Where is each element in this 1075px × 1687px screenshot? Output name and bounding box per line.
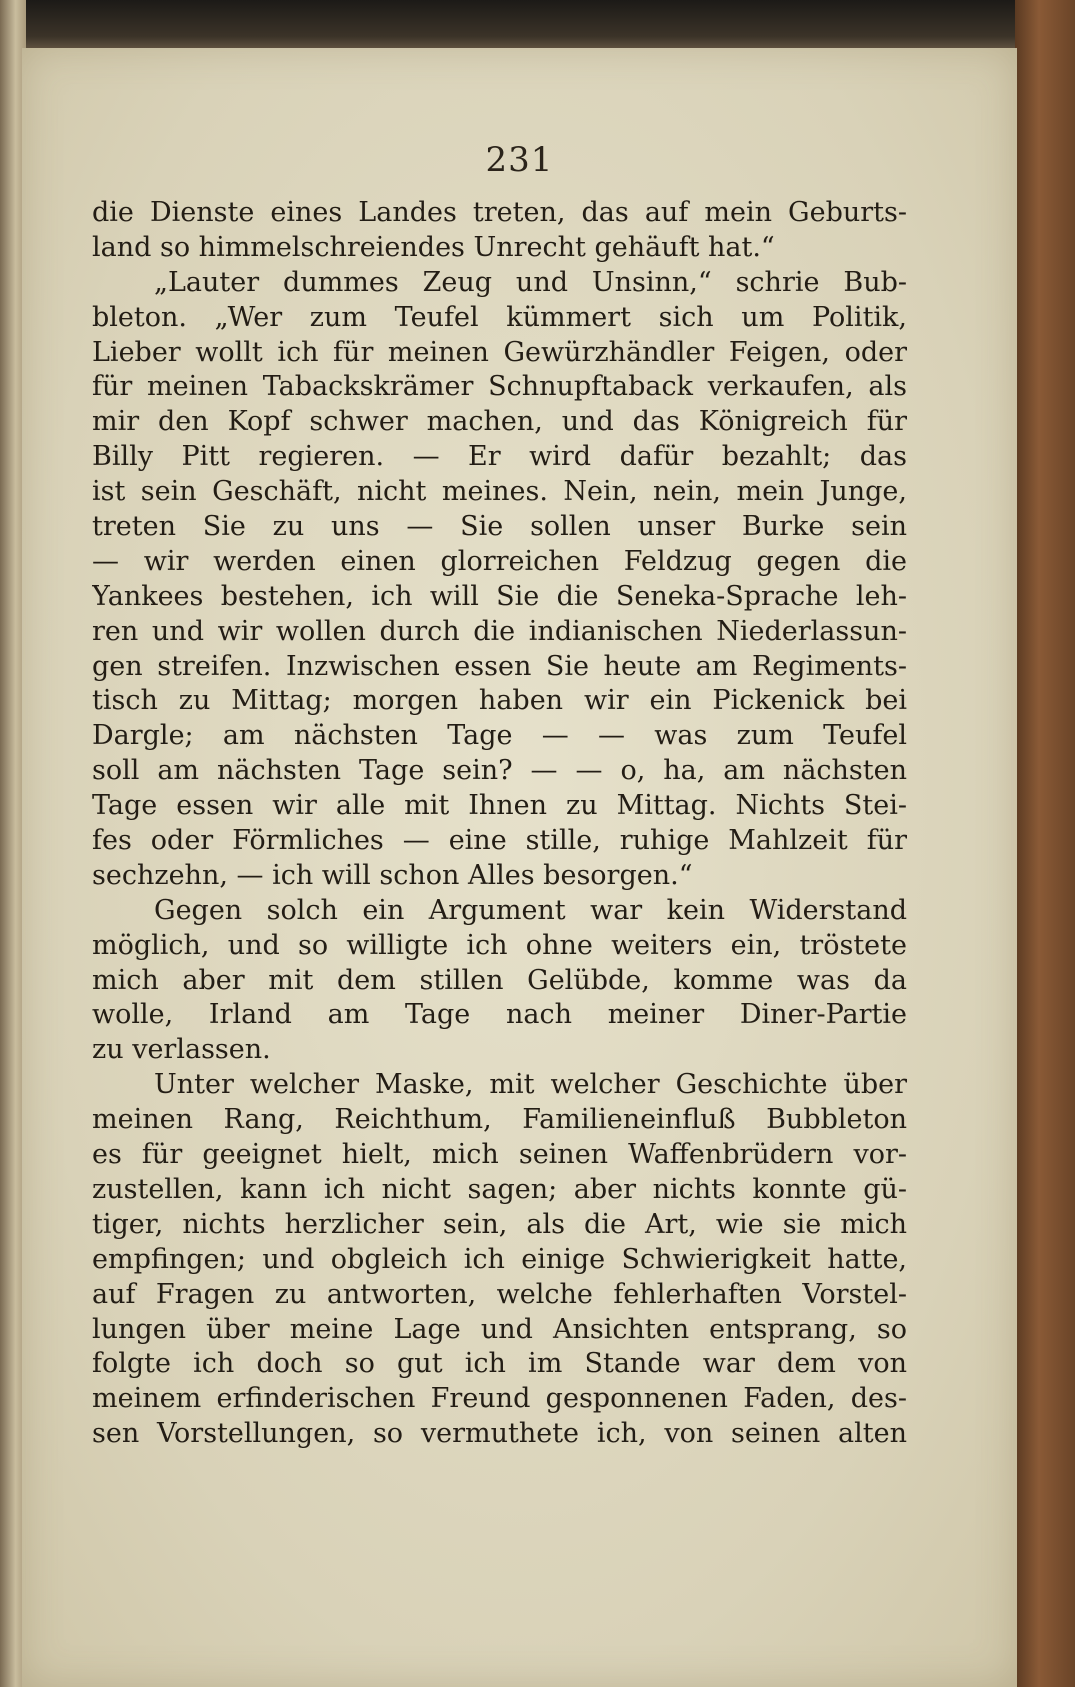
text-line: zustellen, kann ich nicht sagen; aber nichts konnte gü- — [92, 1173, 907, 1205]
text-line: folgte ich doch so gut ich im Stande war dem von — [92, 1348, 907, 1380]
text-line: gen streifen. Inzwischen essen Sie heute am Regiments- — [92, 650, 907, 682]
text-line: Tage essen wir alle mit Ihnen zu Mittag. Nichts Stei- — [92, 790, 907, 822]
text-line: auf Fragen zu antworten, welche fehlerhaften Vorstel- — [92, 1278, 907, 1310]
text-line: ren und wir wollen durch die indianischen Niederlassun- — [92, 615, 907, 647]
text-line: bleton. „Wer zum Teufel kümmert sich um Politik, — [92, 301, 907, 333]
text-line: empfingen; und obgleich ich einige Schwierigkeit hatte, — [92, 1243, 907, 1275]
top-edge — [0, 0, 1075, 52]
text-line: tisch zu Mittag; morgen haben wir ein Pickenick bei — [92, 685, 907, 717]
text-line: mir den Kopf schwer machen, und das Königreich für — [92, 406, 907, 438]
text-line: sen Vorstellungen, so vermuthete ich, von seinen alten — [92, 1418, 907, 1450]
text-line: ist sein Geschäft, nicht meines. Nein, nein, mein Junge, — [92, 476, 907, 508]
text-line: Lieber wollt ich für meinen Gewürzhändler Feigen, oder — [92, 336, 907, 368]
text-line: möglich, und so willigte ich ohne weiters ein, tröstete — [92, 929, 907, 961]
text-line: tiger, nichts herzlicher sein, als die Art, wie sie mich — [92, 1208, 907, 1240]
text-line: die Dienste eines Landes treten, das auf mein Geburts- — [92, 197, 907, 228]
text-line: Gegen solch ein Argument war kein Widerstand — [154, 894, 907, 926]
text-line: „Lauter dummes Zeug und Unsinn,“ schrie Bub- — [154, 266, 907, 298]
text-line: wolle, Irland am Tage nach meiner Diner-Partie — [92, 999, 907, 1031]
text-line: für meinen Tabackskrämer Schnupftaback verkaufen, als — [92, 371, 907, 403]
text-line: fes oder Förmliches — eine stille, ruhige Mahlzeit für — [92, 825, 907, 857]
book-cover-edge — [1015, 0, 1075, 1687]
text-line: Billy Pitt regieren. — Er wird dafür bezahlt; das — [92, 441, 907, 473]
text-line: mich aber mit dem stillen Gelübde, komme was da — [92, 964, 907, 996]
text-line: treten Sie zu uns — Sie sollen unser Burke sein — [92, 511, 907, 543]
text-line: Unter welcher Maske, mit welcher Geschichte über — [154, 1069, 907, 1101]
page-number: 231 — [485, 140, 554, 180]
text-line: — wir werden einen glorreichen Feldzug gegen die — [92, 545, 907, 577]
body-text — [92, 196, 907, 1452]
text-line: meinen Rang, Reichthum, Familieneinfluß Bubbleton — [92, 1104, 907, 1136]
text-line: Dargle; am nächsten Tage — — was zum Teufel — [92, 720, 907, 752]
text-line: soll am nächsten Tage sein? — — o, ha, am nächsten — [92, 755, 907, 787]
text-line: Yankees bestehen, ich will Sie die Seneka-Sprache leh- — [92, 580, 907, 612]
text-line: land so himmelschreiendes Unrecht gehäuft hat.“ — [92, 231, 775, 263]
text-line: es für geeignet hielt, mich seinen Waffenbrüdern vor- — [92, 1139, 907, 1171]
text-line: zu verlassen. — [92, 1034, 271, 1066]
book-page — [22, 48, 1017, 1687]
text-line: lungen über meine Lage und Ansichten entsprang, so — [92, 1313, 907, 1345]
text-line: meinem erfinderischen Freund gesponnenen Faden, des- — [92, 1383, 907, 1415]
text-line: sechzehn, — ich will schon Alles besorgen.“ — [92, 859, 693, 891]
